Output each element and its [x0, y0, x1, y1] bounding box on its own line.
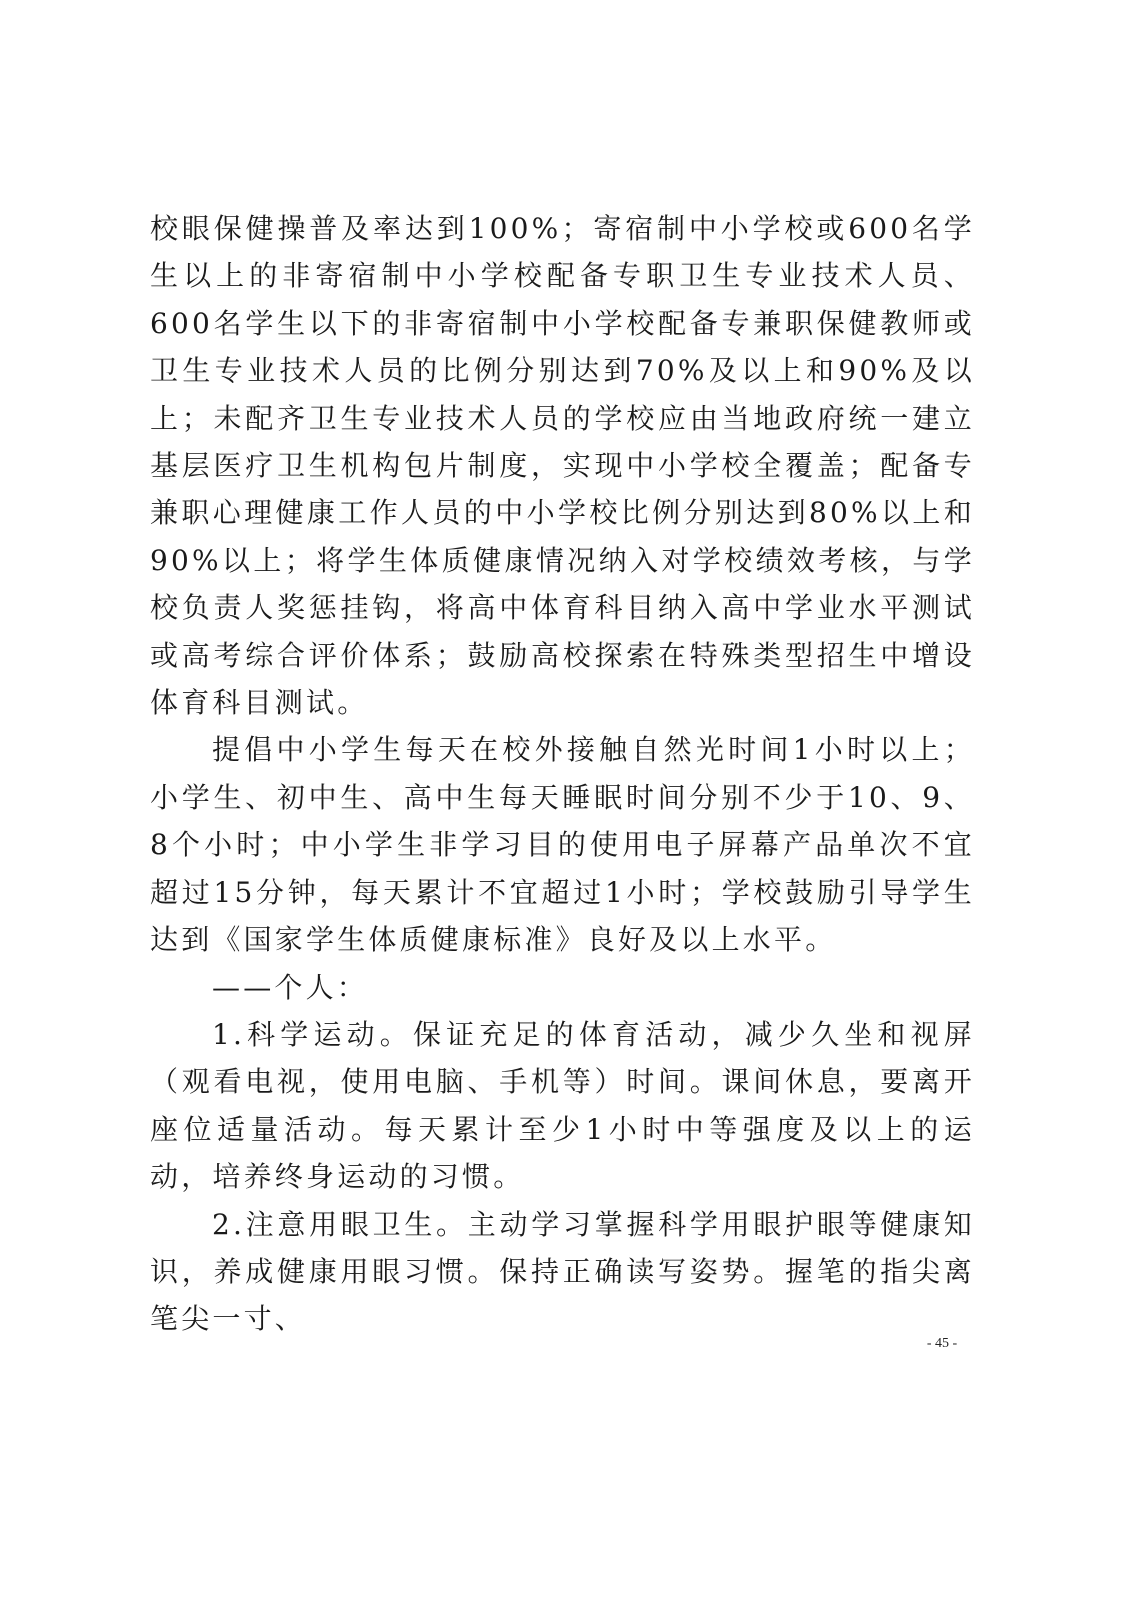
- document-body: [150, 205, 975, 1343]
- paragraph-continued: 校眼保健操普及率达到100%；寄宿制中小学校或600名学生以上的非寄宿制中小学校配备专职卫生专业技术人员、600名学生以下的非寄宿制中小学校配备专兼职保健教师或卫生专业技术人员的比例分别达到70%及以上和90%及以上；未配齐卫生专业技术人员的学校应由当地政府统一建立基层医疗卫生机构包片制度，实现中小学校全覆盖；配备专兼职心理健康工作人员的中小学校比例分别达到80%以上和90%以上；将学生体质健康情况纳入对学校绩效考核，与学校负责人奖惩挂钩，将高中体育科目纳入高中学业水平测试或高考综合评价体系；鼓励高校探索在特殊类型招生中增设体育科目测试。: [150, 212, 975, 720]
- paragraph-natural-light-sleep-screen: 提倡中小学生每天在校外接触自然光时间1小时以上；小学生、初中生、高中生每天睡眠时间分别不少于10、9、8个小时；中小学生非学习目的使用电子屏幕产品单次不宜超过15分钟，每天累计不宜超过1小时；学校鼓励引导学生达到《国家学生体质健康标准》良好及以上水平。: [150, 733, 975, 957]
- paragraph-item-1-exercise: 1.科学运动。保证充足的体育活动，减少久坐和视屏（观看电视，使用电脑、手机等）时间。课间休息，要离开座位适量活动。每天累计至少1小时中等强度及以上的运动，培养终身运动的习惯。: [150, 1017, 975, 1194]
- paragraph-item-2-eye-hygiene: 2.注意用眼卫生。主动学习掌握科学用眼护眼等健康知识，养成健康用眼习惯。保持正确读写姿势。握笔的指尖离笔尖一寸、: [150, 1207, 975, 1336]
- page-number: - 45 -: [926, 1336, 958, 1351]
- section-heading-individual: ——个人：: [212, 970, 369, 1004]
